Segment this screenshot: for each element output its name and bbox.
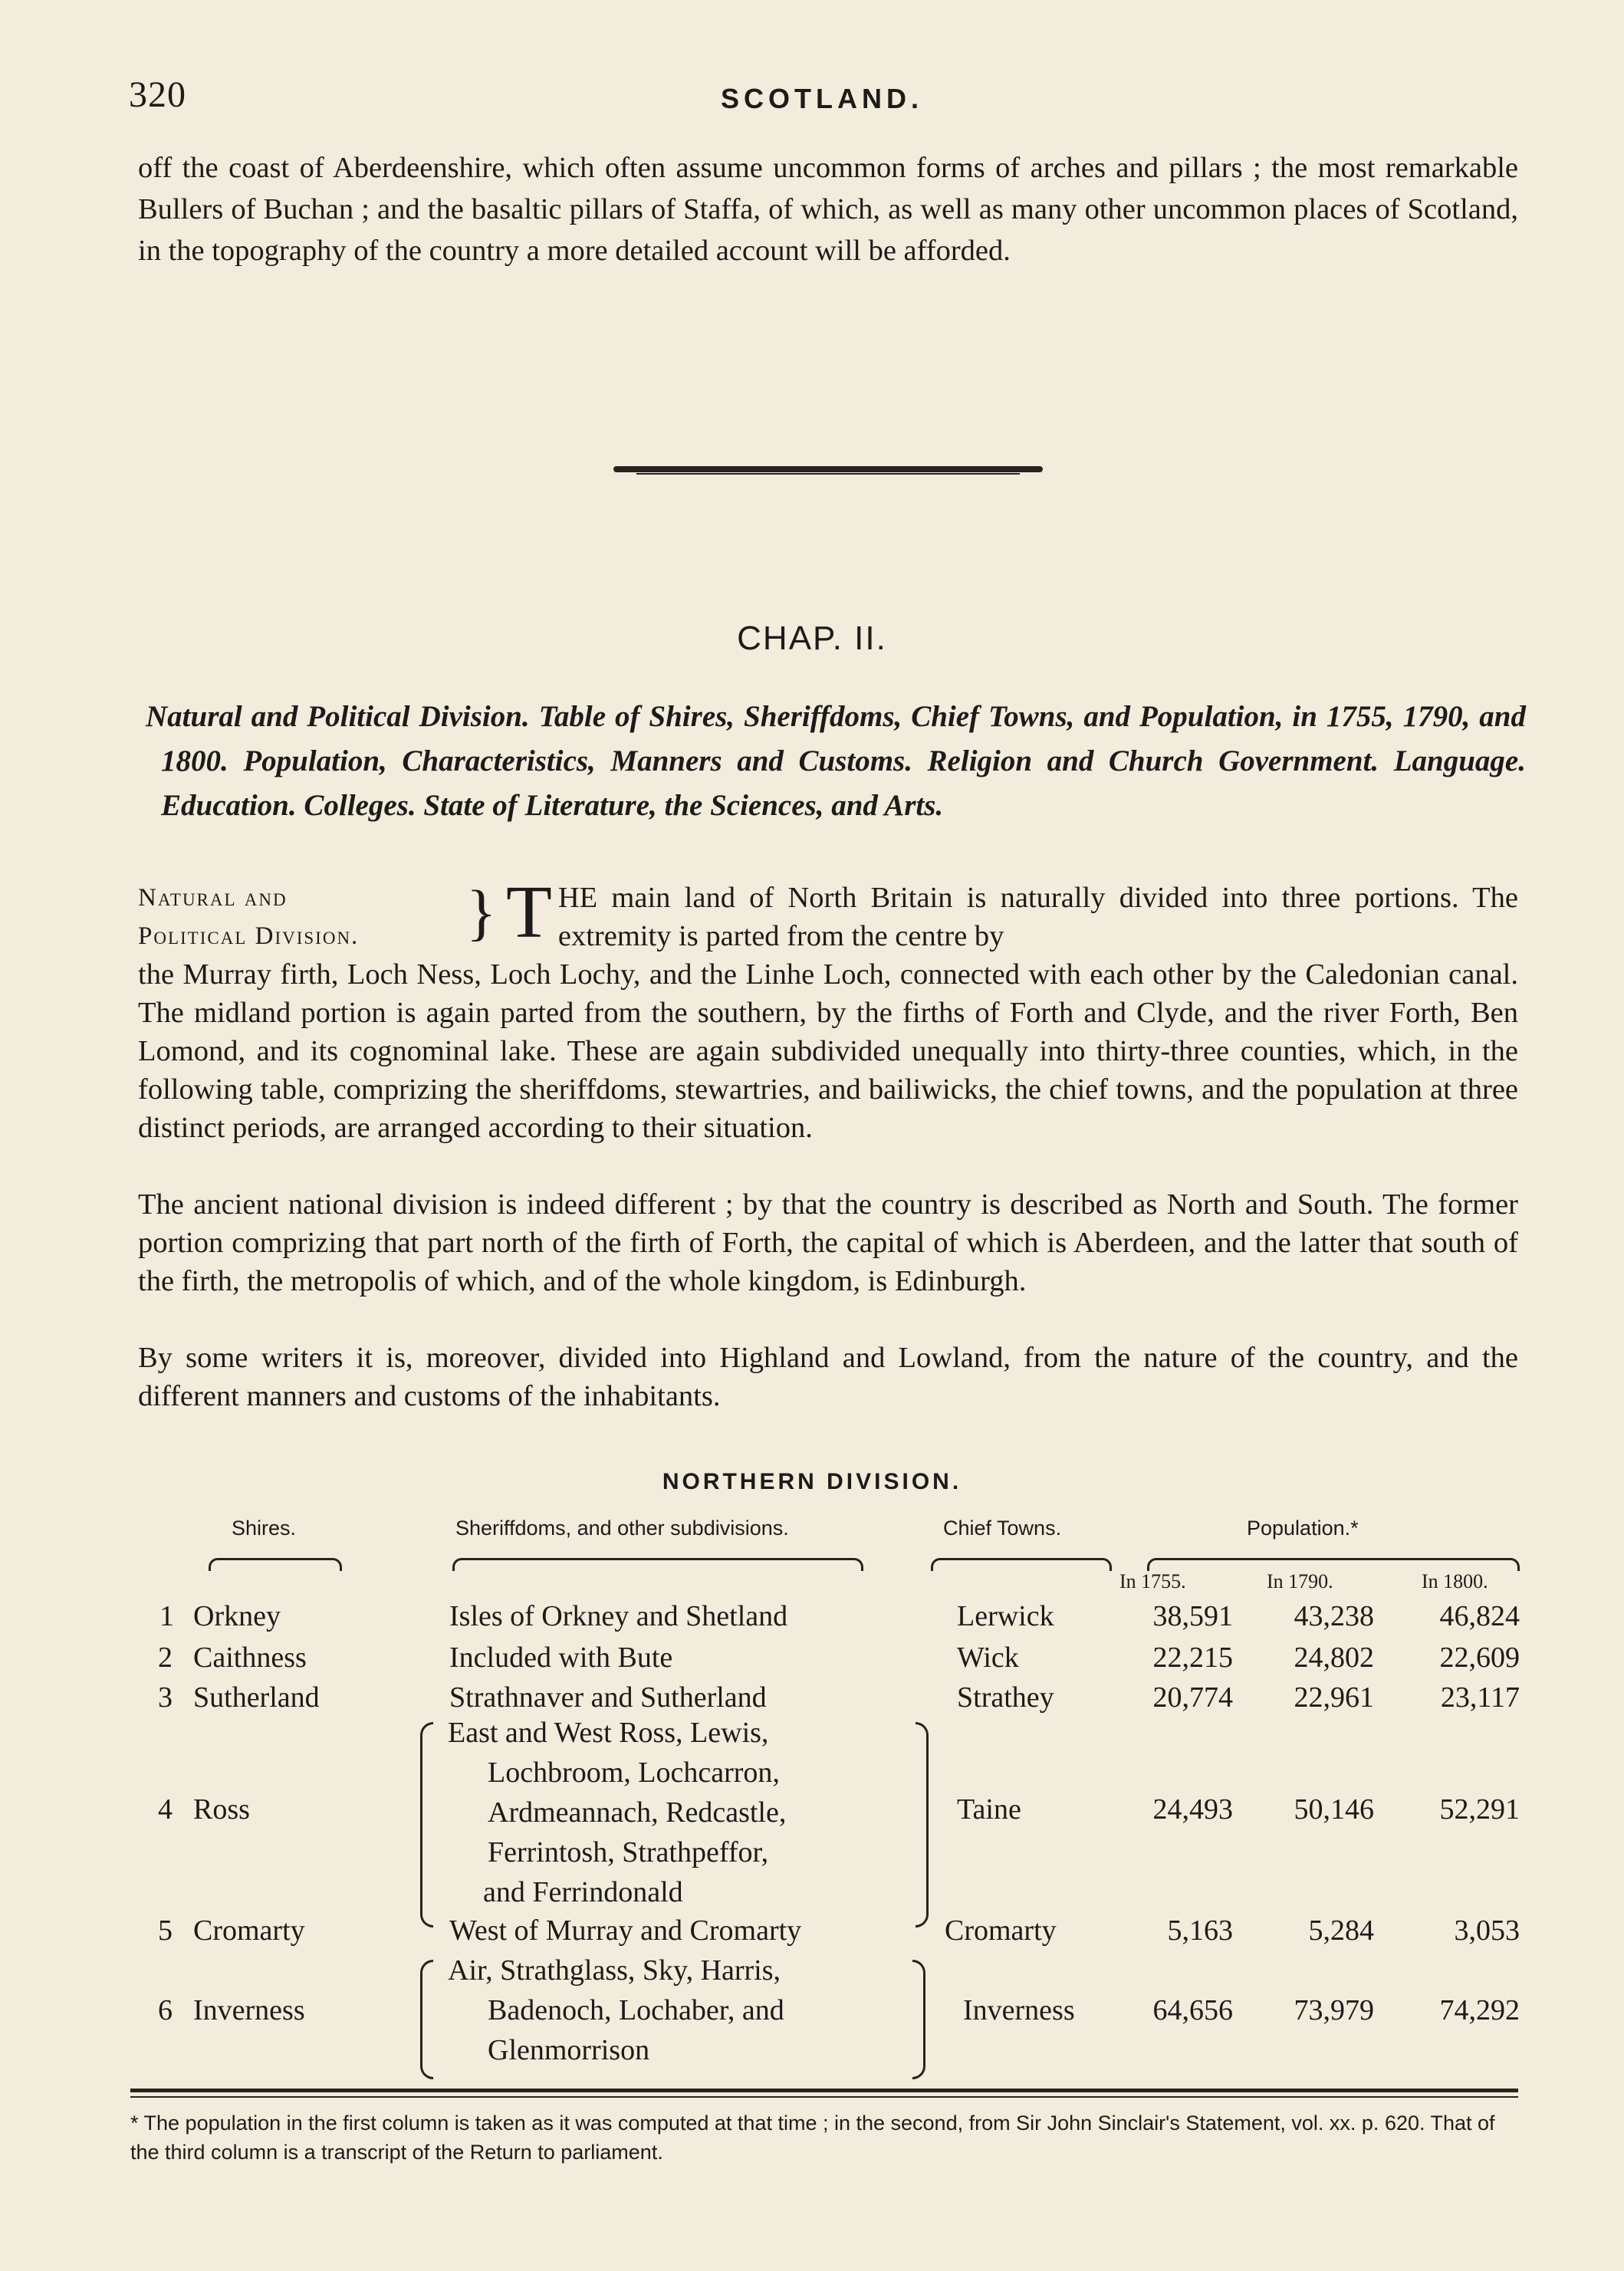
table-row-2-shire: Caithness — [193, 1642, 307, 1674]
contents-text: Natural and Political Division. Table of Shires, Sheriffdoms, Chief Towns, and Population, in 1755, 1790, and 1800. Population, Characteristics, Manners and Customs. Religion and Church Government. Language. Education. Colleges. State of Literature, the Sciences, and Arts. — [146, 700, 1526, 822]
drop-cap: T — [506, 871, 552, 954]
table-row-1-pop-1755: 38,591 — [1152, 1600, 1233, 1632]
table-row-4-pop-1790: 50,146 — [1294, 1793, 1374, 1826]
table-row-4-pop-1755: 24,493 — [1152, 1793, 1233, 1826]
table-row-6-pop-1755: 64,656 — [1152, 1994, 1233, 2026]
table-row-2-pop-1790: 24,802 — [1294, 1642, 1374, 1674]
page-number: 320 — [129, 74, 186, 115]
table-row-6-pop-1800: 74,292 — [1439, 1994, 1520, 2026]
running-head: SCOTLAND. — [721, 83, 923, 114]
first-paragraph-continued: the Murray firth, Loch Ness, Loch Lochy, and the Linhe Loch, connected with each other by the Caledonian canal. The midland portion is again parted from the southern, by the firths of Forth and Clyde, and the river Forth, Ben Lomond, and its cognominal lake. These are again subdivided unequally into thirty-three counties, which, in the following table, comprizing the sheriffdoms, stewartries, and bailiwicks, the chief towns, and the population at three distinct periods, are arranged according to their situation. — [138, 958, 1518, 1144]
table-row-6-shire: Inverness — [193, 1994, 305, 2026]
table-row-4-subdivision-4: Ferrintosh, Strathpeffor, — [488, 1836, 769, 1868]
table-row-3-town: Strathey — [957, 1681, 1054, 1714]
footnote-rule-thin — [130, 2096, 1518, 2098]
first-paragraph-opening — [506, 871, 1518, 955]
side-note — [138, 879, 359, 955]
table-row-1-subdivision: Isles of Orkney and Shetland — [449, 1600, 788, 1632]
table-row-3-subdivision: Strathnaver and Sutherland — [449, 1681, 767, 1714]
side-note-line-2: Political Division. — [138, 922, 360, 950]
table-row-4-left-brace — [420, 1722, 433, 1928]
table-row-3-pop-1790: 22,961 — [1294, 1681, 1374, 1714]
table-row-5-pop-1755: 5,163 — [1167, 1914, 1233, 1947]
header-shires-brace — [209, 1558, 342, 1571]
table-row-6-right-brace — [912, 1960, 925, 2079]
table-title: NORTHERN DIVISION. — [662, 1469, 962, 1494]
table-row-5-subdivision: West of Murray and Cromarty — [449, 1914, 802, 1947]
header-chief-towns: Chief Towns. — [943, 1517, 1062, 1540]
header-population: Population.* — [1247, 1517, 1359, 1540]
table-row-6-number: 6 — [158, 1994, 173, 2026]
first-paragraph-text: HE main land of North Britain is naturally divided into three portions. The extremity is parted from the centre by — [557, 882, 1518, 952]
table-row-1-town: Lerwick — [957, 1600, 1054, 1632]
header-sheriffdoms-brace — [452, 1558, 863, 1571]
header-1790: In 1790. — [1267, 1570, 1333, 1592]
header-sheriffdoms: Sheriffdoms, and other subdivisions. — [455, 1517, 789, 1540]
table-row-6-left-brace — [420, 1960, 433, 2079]
table-row-6-subdivision-1: Air, Strathglass, Sky, Harris, — [448, 1954, 781, 1987]
table-row-6-pop-1790: 73,979 — [1294, 1994, 1374, 2026]
chapter-contents-summary — [146, 695, 1526, 828]
table-row-6-town: Inverness — [963, 1994, 1075, 2026]
side-note-brace: } — [466, 877, 497, 947]
ornament-thick-bar — [613, 466, 1043, 472]
table-row-1-shire: Orkney — [193, 1600, 281, 1632]
table-row-4-subdivision-1: East and West Ross, Lewis, — [448, 1717, 769, 1749]
footnote: * The population in the first column is taken as it was computed at that time ; in the second, from Sir John Sinclair's Statement, vol. xx. p. 620. That of the third column is a transcript of the Return to parliament. — [130, 2112, 1495, 2164]
table-row-3-pop-1755: 20,774 — [1152, 1681, 1233, 1714]
table-row-2-number: 2 — [158, 1642, 173, 1674]
table-row-3-shire: Sutherland — [193, 1681, 320, 1714]
table-row-2-pop-1800: 22,609 — [1439, 1642, 1520, 1674]
table-row-5-town: Cromarty — [945, 1914, 1057, 1947]
table-row-4-number: 4 — [158, 1793, 173, 1826]
table-row-4-shire: Ross — [193, 1793, 250, 1826]
footnote-rule-thick — [130, 2089, 1518, 2092]
header-chief-towns-brace — [931, 1558, 1112, 1571]
table-row-4-subdivision-2: Lochbroom, Lochcarron, — [488, 1757, 780, 1789]
header-shires: Shires. — [232, 1517, 297, 1540]
third-paragraph: By some writers it is, moreover, divided into Highland and Lowland, from the nature of the country, and the different manners and customs of the inhabitants. — [138, 1342, 1518, 1412]
table-row-5-pop-1790: 5,284 — [1308, 1914, 1374, 1947]
header-1800: In 1800. — [1422, 1570, 1488, 1592]
intro-paragraph: off the coast of Aberdeenshire, which often assume uncommon forms of arches and pillars ; the most remarkable Bullers of Buchan ; and the basaltic pillars of Staffa, of which, as well as many other uncommon places of Scotland, in the topography of the country a more detailed account will be afforded. — [138, 152, 1518, 267]
table-row-3-pop-1800: 23,117 — [1440, 1681, 1520, 1714]
table-row-4-subdivision-5: and Ferrindonald — [483, 1876, 683, 1908]
table-row-3-number: 3 — [158, 1681, 173, 1714]
table-row-2-town: Wick — [957, 1642, 1019, 1674]
table-row-4-pop-1800: 52,291 — [1439, 1793, 1520, 1826]
table-row-4-right-brace — [916, 1722, 929, 1928]
chapter-title: CHAP. II. — [737, 620, 887, 657]
table-row-1-pop-1790: 43,238 — [1294, 1600, 1374, 1632]
table-row-5-shire: Cromarty — [193, 1914, 305, 1947]
table-row-2-subdivision: Included with Bute — [449, 1642, 673, 1674]
table-row-1-number: 1 — [159, 1600, 174, 1632]
table-row-4-town: Taine — [957, 1793, 1021, 1826]
side-note-line-1: Natural and — [138, 884, 288, 912]
table-row-5-pop-1800: 3,053 — [1454, 1914, 1520, 1947]
table-row-4-subdivision-3: Ardmeannach, Redcastle, — [488, 1796, 787, 1829]
section-ornament-rule — [613, 465, 1043, 475]
table-row-2-pop-1755: 22,215 — [1152, 1642, 1233, 1674]
ornament-thin-bar — [636, 473, 1020, 475]
header-population-brace — [1147, 1558, 1520, 1571]
table-row-6-subdivision-2: Badenoch, Lochaber, and — [488, 1994, 784, 2026]
table-row-6-subdivision-3: Glenmorrison — [488, 2034, 650, 2066]
table-row-1-pop-1800: 46,824 — [1439, 1600, 1520, 1632]
header-1755: In 1755. — [1119, 1570, 1186, 1592]
second-paragraph: The ancient national division is indeed different ; by that the country is described as North and South. The former portion comprizing that part north of the firth of Forth, the capital of which is Aberdeen, and the latter that south of the firth, the metropolis of which, and of the whole kingdom, is Edinburgh. — [138, 1188, 1518, 1297]
table-row-5-number: 5 — [158, 1914, 173, 1947]
